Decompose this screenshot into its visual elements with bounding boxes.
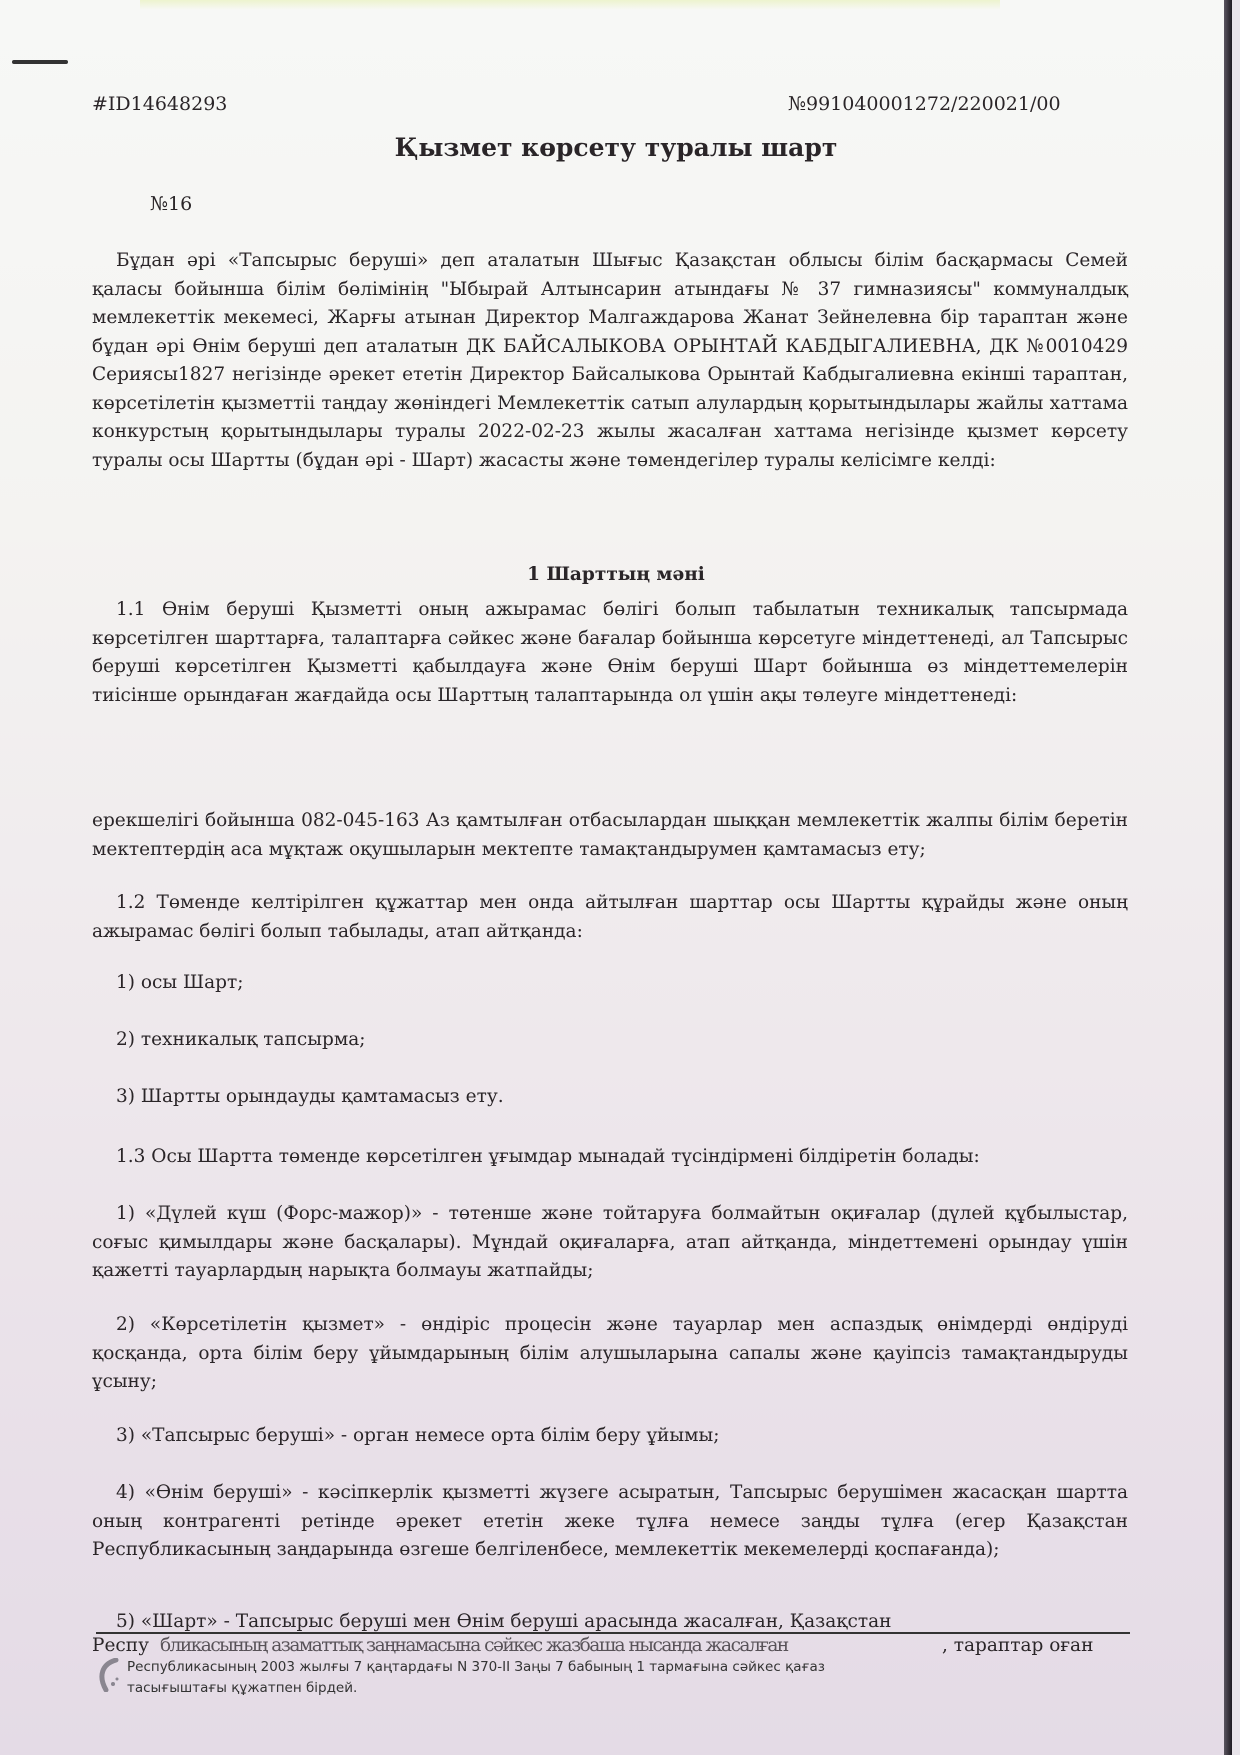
clause-1-2: 1.2 Төменде келтірілген құжаттар мен онда айтылған шарттар осы Шартты құрайды және оның ажырамас бөлігі болып табылады, атап айтқанда:: [92, 892, 1128, 942]
document-id: #ID14648293: [92, 93, 228, 115]
definition-service: 2) «Көрсетілетін қызмет» - өндіріс процесін және тауарлар мен аспаздық өнімдерді өндіруді қосқанда, орта білім беру ұйымдарының білім алушыларына сапалы және қауіпсіз тамақтандыруды ұсыну;: [92, 1314, 1128, 1392]
service-description: ерекшелігі бойынша 082-045-163 Аз қамтылған отбасылардан шыққан мемлекеттік жалпы білім беретін мектептердің аса мұқтаж оқушыларын мектепте тамақтандырумен қамтамасыз ету;: [92, 810, 1128, 860]
registration-number: №991040001272/220021/00: [788, 93, 1061, 115]
line2-overprint: бликасының азаматтық заңнамасына сәйкес жазбаша нысанда жасалған: [160, 1635, 788, 1656]
doc-list-item: 3) Шартты орындауды қамтамасыз ету.: [116, 1086, 504, 1107]
doc-list-item: 2) техникалық тапсырма;: [116, 1029, 366, 1050]
definition-customer: 3) «Тапсырыс беруші» - орган немесе орта білім беру ұйымы;: [116, 1425, 720, 1446]
line2-end: , тараптар оған: [942, 1635, 1094, 1656]
definition-supplier: 4) «Өнім беруші» - кәсіпкерлік қызметті жүзеге асыратын, Тапсырыс берушімен жасасқан шартта оның контрагенті ретінде әрекет ететін жеке тұлға немесе заңды тұлға (егер Қазақстан Республикасының заңдарында өзгеше белгіленбесе, мемлекеттік мекемелерді қоспағанда);: [92, 1482, 1128, 1560]
definition-contract-line2: [92, 1634, 1132, 1658]
contract-number: №16: [150, 193, 193, 215]
page-edge-shadow: [1224, 0, 1232, 1755]
clause-1-1: 1.1 Өнім беруші Қызметті оның ажырамас бөлігі болып табылатын техникалық тапсырмада көрсетілген шарттарға, талаптарға сәйкес және бағалар бойынша көрсетуге міндеттенеді, ал Тапсырыс беруші көрсетілген Қызметті қабылдауға және Өнім беруші Шарт бойынша өз міндеттемелерін тиісінше орындаған жағдайда осы Шарттың талаптарында ол үшін ақы төлеуге міндеттенеді:: [92, 599, 1128, 706]
preamble: Бұдан әрі «Тапсырыс беруші» деп аталатын Шығыс Қазақстан облысы білім басқармасы Семей қаласы бойынша білім бөлімінің "Ыбырай Алтынсарин атындағы № 37 гимназиясы" коммуналдық мемлекеттік мекемесі, Жарғы атынан Директор Малгаждарова Жанат Зейнелевна бір тараптан және бұдан әрі Өнім беруші деп аталатын ДК БАЙСАЛЫКОВА ОРЫНТАЙ КАБДЫГАЛИЕВНА, ДК №0010429 Сериясы1827 негізінде әрекет ететін Директор Байсалыкова Орынтай Кабдыгалиевна екінші тараптан, көрсетілетін қызметтіі таңдау жөніндегі Мемлекеттік сатып алулардың қорытындылары жайлы хаттама конкурстың қорытындылары туралы 2022-02-23 жылы жасалған хаттама негізінде қызмет көрсету туралы осы Шартты (бұдан әрі - Шарт) жасасты және төмендегілер туралы келісімге келді:: [92, 250, 1128, 471]
definition-force-majeure: 1) «Дүлей күш (Форс-мажор)» - төтенше және тойтаруға болмайтын оқиғалар (дүлей құбылыстар, соғыс қимылдары және басқалары). Мұндай оқиғаларға, атап айтқанда, міндеттемені орындау үшін қажетті тауарлардың нарықта болмауы жатпайды;: [92, 1203, 1128, 1281]
definition-contract-line1: 5) «Шарт» - Тапсырыс беруші мен Өнім беруші арасында жасалған, Қазақстан: [116, 1611, 892, 1632]
e-signature-stamp-icon: [96, 1658, 120, 1692]
section-1-heading: 1 Шарттың мәні: [527, 564, 705, 585]
line2-start: Респу: [92, 1635, 149, 1656]
legal-footnote: Республикасының 2003 жылғы 7 қаңтардағы N 370-II Заңы 7 бабының 1 тармағына сәйкес қағаз тасығыштағы құжатпен бірдей.: [127, 1659, 825, 1696]
clause-1-3: 1.3 Осы Шартта төменде көрсетілген ұғымдар мынадай түсіндірмені білдіретін болады:: [116, 1146, 980, 1167]
document-title: Қызмет көрсету туралы шарт: [394, 133, 838, 162]
corner-mark: [12, 60, 68, 64]
doc-list-item: 1) осы Шарт;: [116, 972, 244, 993]
photo-glare: [140, 0, 1000, 10]
